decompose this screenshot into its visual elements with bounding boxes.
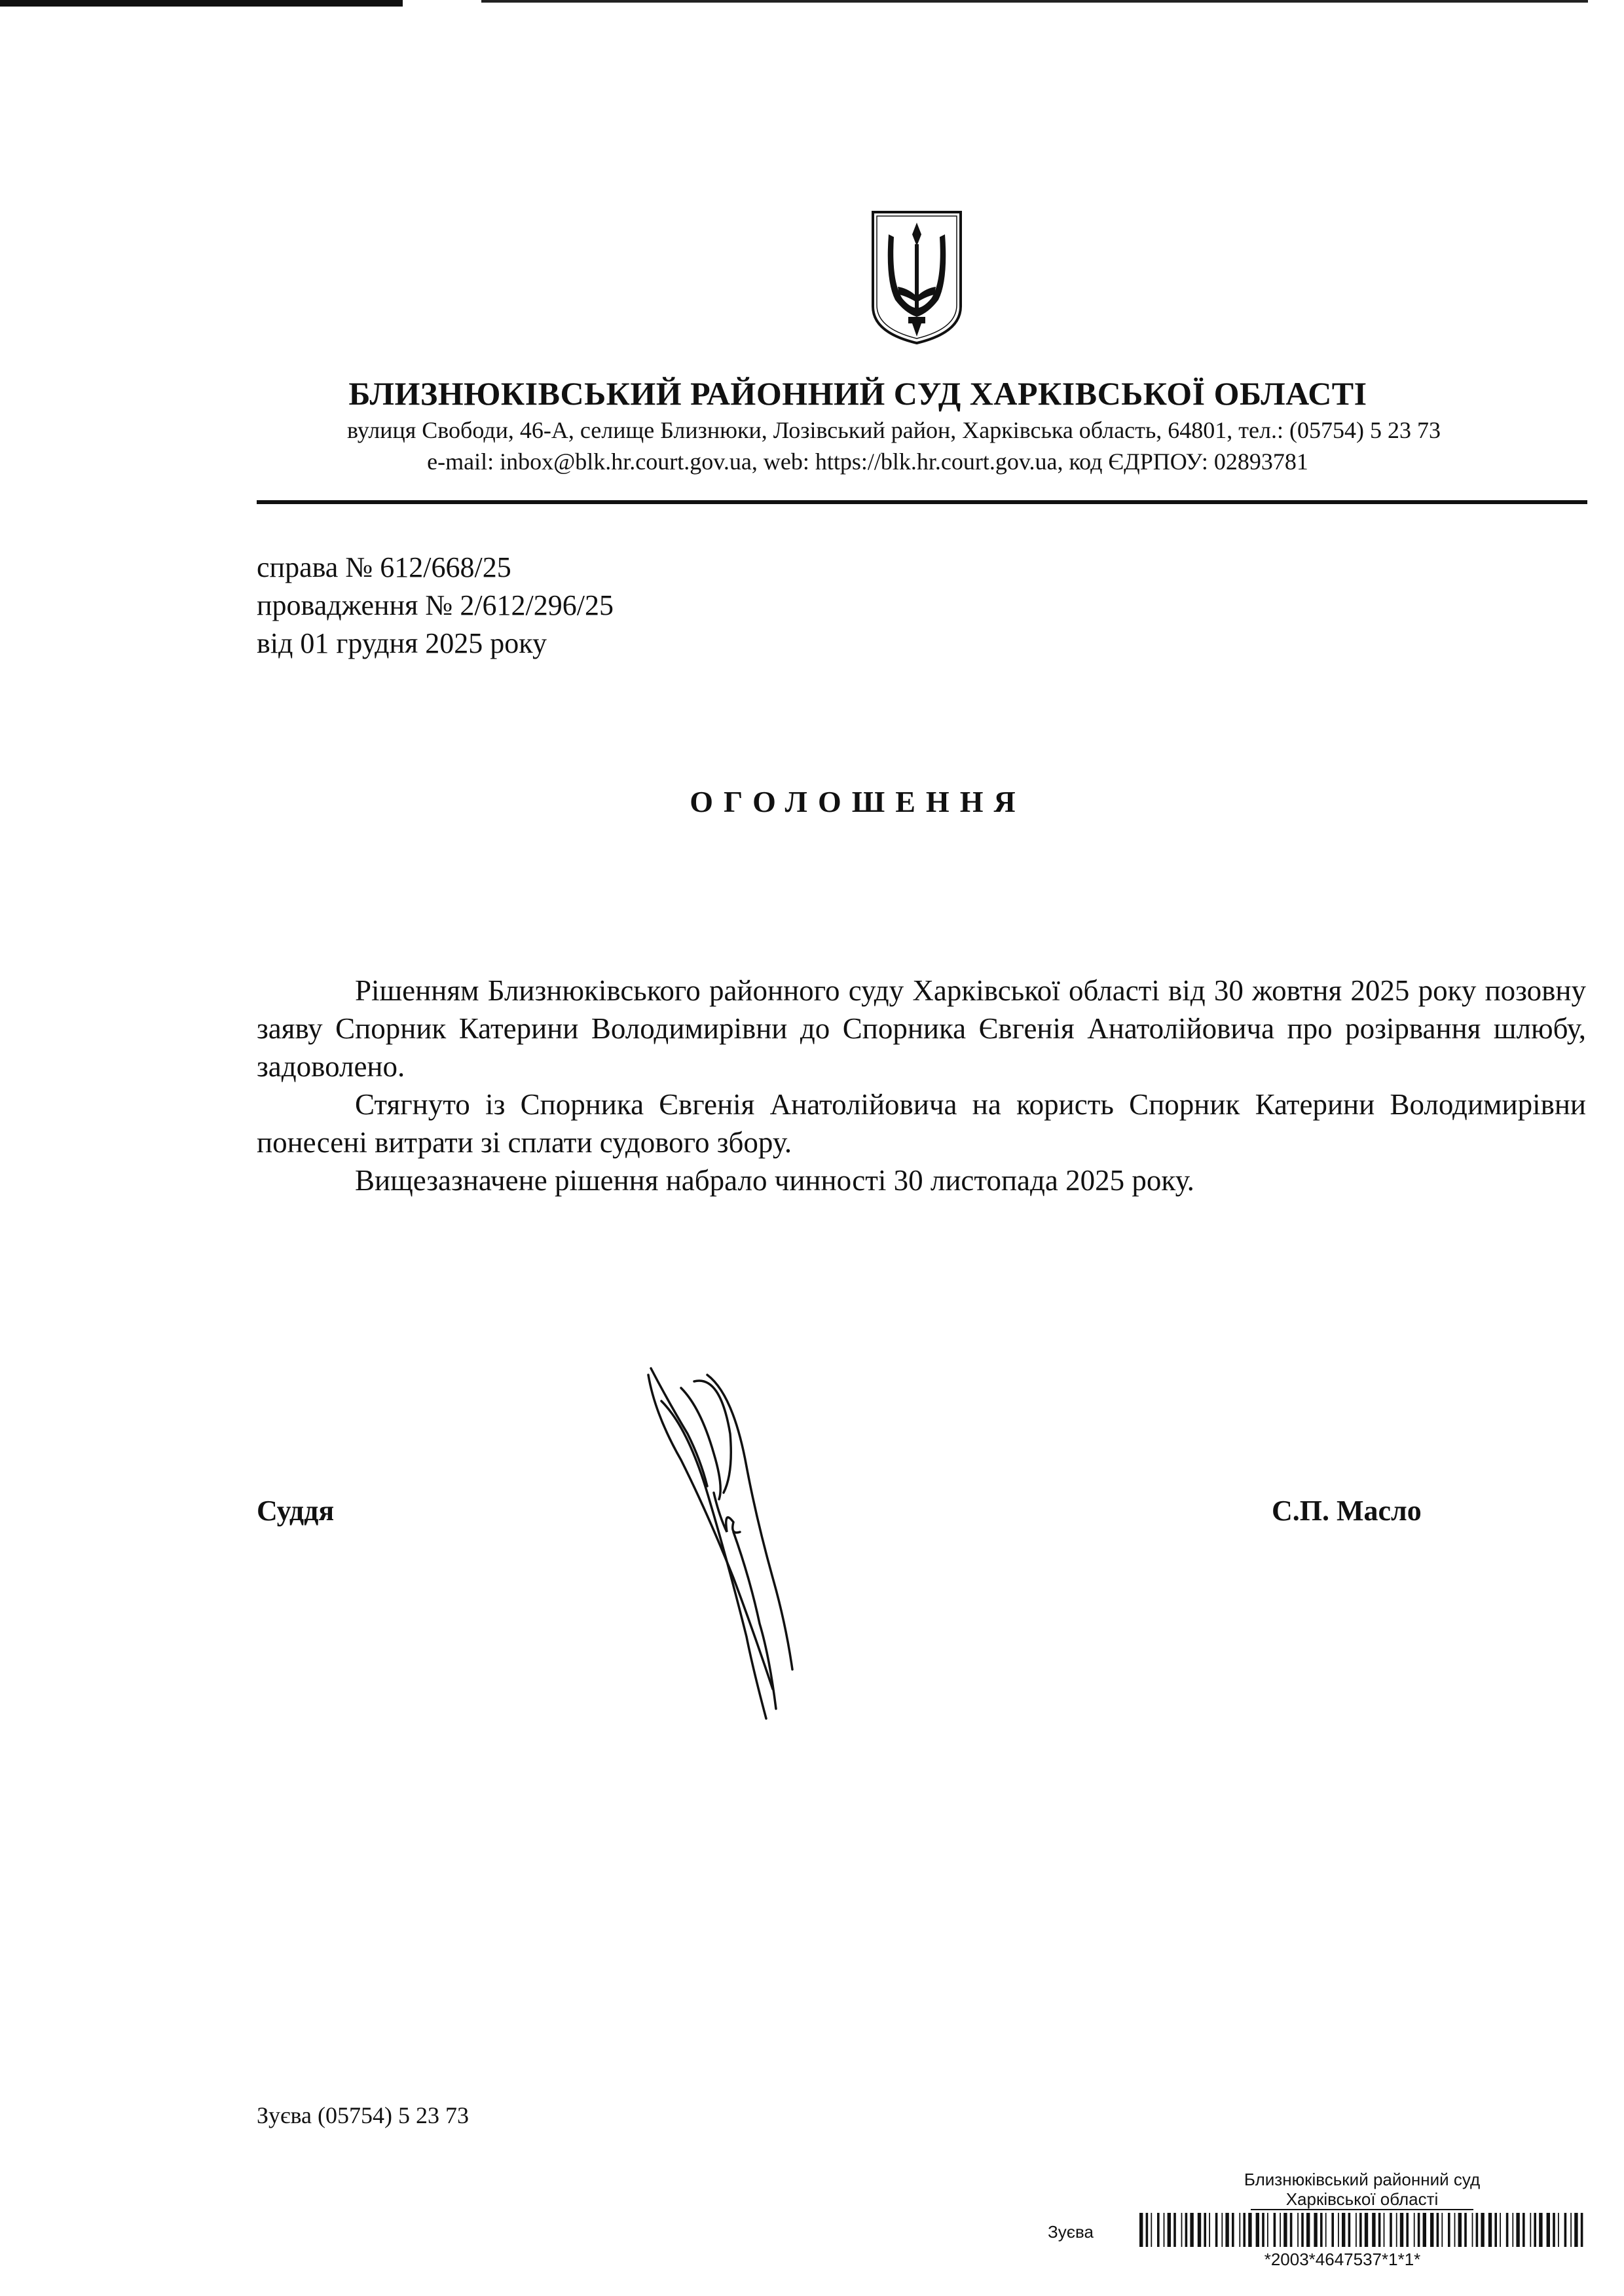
judge-role: Суддя	[257, 1495, 335, 1527]
proceeding-number: провадження № 2/612/296/25	[257, 589, 614, 621]
document-title: ОГОЛОШЕННЯ	[690, 785, 1026, 818]
case-references	[257, 549, 614, 663]
court-name: БЛИЗНЮКІВСЬКИЙ РАЙОННИЙ СУД ХАРКІВСЬКОЇ ОБЛАСТІ	[348, 375, 1367, 412]
court-address: вулиця Свободи, 46-А, селище Близнюки, Лозівський район, Харківська область, 64801, тел.: (05754) 5 23 73	[347, 417, 1441, 443]
stamp-underline	[1251, 2209, 1473, 2210]
barcode-label: Зуєва	[1048, 2222, 1094, 2242]
body-paragraph: Стягнуто із Спорника Євгенія Анатолійовича на користь Спорник Катерини Володимирівни понесені витрати зі сплати судового збору.	[257, 1088, 1586, 1159]
trident-coat-of-arms-icon	[869, 208, 965, 347]
stamp-region: Харківської області	[1285, 2189, 1439, 2209]
document-barcode	[1100, 2213, 1585, 2247]
case-date: від 01 грудня 2025 року	[257, 627, 547, 659]
announcement-body	[257, 972, 1586, 1199]
barcode-number: *2003*4647537*1*1*	[1264, 2250, 1421, 2269]
case-number: справа № 612/668/25	[257, 551, 511, 583]
handwritten-signature	[642, 1362, 825, 1728]
body-paragraph: Рішенням Близнюківського районного суду Харківської області від 30 жовтня 2025 року позовну заяву Спорник Катерини Володимирівни до Спорника Євгенія Анатолійовича про розірвання шлюбу, задоволено.	[257, 974, 1586, 1083]
court-contacts: e-mail: inbox@blk.hr.court.gov.ua, web: https://blk.hr.court.gov.ua, код ЄДРПОУ: 02893781	[427, 448, 1308, 475]
scan-artifact-left	[0, 0, 403, 7]
header-divider	[257, 500, 1587, 504]
executor-contact: Зуєва (05754) 5 23 73	[257, 2102, 469, 2128]
judge-name: С.П. Масло	[1272, 1495, 1422, 1527]
scan-artifact-right	[481, 0, 1588, 3]
body-paragraph: Вищезазначене рішення набрало чинності 30 листопада 2025 року.	[355, 1164, 1194, 1197]
stamp-court-name: Близнюківський районний суд	[1244, 2170, 1481, 2189]
